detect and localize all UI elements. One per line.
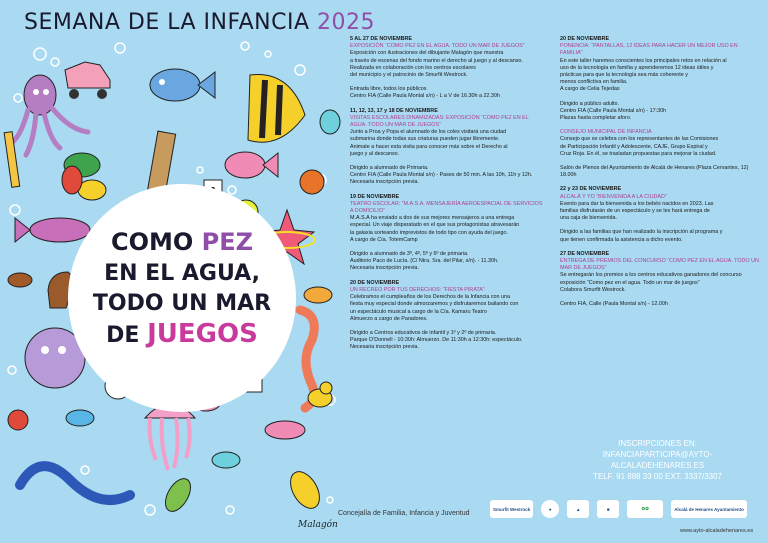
event-line: Auditorio Paco de Lucía. (C/ Ntra. Sra. del Pilar, s/n). - 11.30h. <box>350 258 499 265</box>
event-heading: ALCALÁ Y YO “BIENVENIDA A LA CIUDAD” <box>560 193 667 200</box>
event-line: un espectáculo musical a cargo de la Cía. Kamaru Teatro <box>350 308 487 315</box>
logo-4: ■ <box>597 500 619 518</box>
slogan-line-1: COMO PEZ <box>110 228 254 256</box>
event-line: Se entregarán los premios a los centros educativos ganadores del concurso <box>560 272 742 279</box>
event-line: Celebramos el cumpleaños de los Derechos de la Infancia con una <box>350 294 511 301</box>
schedule-left-column <box>350 36 545 359</box>
event-line: Colabora Smurfit Westrock. <box>560 286 626 293</box>
event-line: Animate a hacer esta visita para conocer más sobre el Derecho al <box>350 143 508 150</box>
slogan-line-2: EN EL AGUA, <box>104 261 260 286</box>
smurfit-logo: Smurfit Westrock <box>490 500 533 518</box>
roller-skate-icon <box>65 62 110 99</box>
event-line: exposición “Como pez en el agua. Todo un mar de juegos” <box>560 279 700 286</box>
event-line: Centro FIA, Calle (Paula Montal s/n) - 12.00h <box>560 301 668 308</box>
green-fish-icon <box>160 467 325 516</box>
event-line: Necesaria inscripción previa. <box>350 344 419 351</box>
event-line: Realizada en colaboración con los centros escolares <box>350 64 476 71</box>
event-line: Salón de Plenos del Ayuntamiento de Alcalá de Henares (Plaza Cervantes, 12) <box>560 165 749 172</box>
event-line: a través de escenas del fondo marino el derecho al juego y al descanso. <box>350 57 523 64</box>
event-line: Junto a Proa y Popa el alumnado de los coles visitará una ciudad <box>350 129 507 136</box>
event-heading: EXPOSICIÓN “COMO PEZ EN EL AGUA. TODO UN MAR DE JUEGOS” <box>350 43 525 50</box>
angelfish-icon <box>248 75 305 143</box>
event-line: Exposición con ilustraciones del dibujante Malagón que muestra <box>350 50 504 57</box>
event-line: Centro FIA (Calle Paula Montal s/n) - Pases de 50 min. A las 10h, 11h y 12h. <box>350 172 533 179</box>
event-line: Dirigido a Centros educativos de infantil y 1º y 2º de primaria. <box>350 329 497 336</box>
inscriptions-title: INSCRIPCIONES EN: <box>618 439 697 448</box>
event-section <box>560 186 760 243</box>
event-line: Necesaria inscripción previa. <box>350 265 419 272</box>
event-date: 27 DE NOVIEMBRE <box>560 250 610 257</box>
event-section <box>350 36 545 101</box>
event-heading: ENTREGA DE PREMIOS DEL CONCURSO “COMO PEZ EN EL AGUA. TODO UN MAR DE JUEGOS” <box>560 258 759 272</box>
event-heading: UN RECREO POR TUS DERECHOS: “FIESTA PIRATA” <box>350 286 485 293</box>
sea-illustration <box>0 40 345 543</box>
event-section <box>350 280 545 352</box>
event-section <box>560 129 760 179</box>
event-line: prácticas para que la tecnología sea más coherente y <box>560 72 688 79</box>
event-line: A cargo de Cía. TotemCamp <box>350 236 418 243</box>
beach-ball-icon <box>8 410 28 430</box>
event-line: Consejo que se celebra con los representantes de las Comisiones <box>560 136 719 143</box>
event-heading: PONENCIA: “PANTALLAS, 12 IDEAS PARA HACER UN MEJOR USO EN FAMILIA” <box>560 43 738 57</box>
signature: Malagón <box>298 520 338 530</box>
event-line: submarina donde todas sus criaturas pueden jugar libremente. <box>350 136 500 143</box>
sponsor-logos <box>490 496 760 522</box>
event-line: Cruz Roja. En él, se trasladan propuestas para mejorar la ciudad. <box>560 150 717 157</box>
pink-fish-icon <box>225 152 278 178</box>
slogan-line-3: TODO UN MAR <box>92 291 272 316</box>
jellyfish-icon <box>145 404 195 470</box>
event-section <box>350 108 545 187</box>
event-date: 19 DE NOVIEMBRE <box>350 193 400 200</box>
logo-5: ✿✿ <box>627 500 663 518</box>
event-line: de Participación Infantil y Adolescente, CAJE, Grupo Espiral y <box>560 143 708 150</box>
slogan-line-4: DE JUEGOS <box>106 319 258 349</box>
event-line: Parque O’Donnell - 10:30h: Almuerzo. De 11:30h a 12:30h: espectáculo. <box>350 337 523 344</box>
green-button-icon <box>62 153 106 200</box>
event-date: 5 AL 27 DE NOVIEMBRE <box>350 36 413 42</box>
event-line: familias disfrutarán de un espectáculo y se les hará entrega de <box>560 208 710 215</box>
ayuntamiento-logo: Alcalá de Henares Ayuntamiento <box>671 500 747 518</box>
event-line: Plazas hasta completar aforo. <box>560 115 632 122</box>
department-text: Concejalía de Familia, Infancia y Juventud <box>338 510 470 517</box>
event-line: Dirigido a las familias que han realizado la inscripción al programa y <box>560 229 723 236</box>
title-text: SEMANA DE LA INFANCIA <box>24 10 310 35</box>
schedule-right-column <box>560 36 760 315</box>
event-line: Dirigido a público adulto. <box>560 100 620 107</box>
event-section <box>350 194 545 273</box>
website-url[interactable]: www.ayto-alcaladehenares.es <box>680 528 754 534</box>
event-line: la galaxia sorteando imprevistos de todo tipo con ayuda del juego. <box>350 229 508 236</box>
event-line: una caja de bienvenida. <box>560 215 617 222</box>
page-title <box>24 10 375 35</box>
event-line: M.A.S.A ha enviado a dos de sus mejores mensajeros a una entrega <box>350 215 515 222</box>
blue-fish-icon <box>150 69 215 101</box>
event-heading: TEATRO ESCOLAR: “M.A.S.A. MENSAJERÍA AEROESPACIAL DE SERVICIOS A DOMICILIO” <box>350 200 543 215</box>
event-line: 18.00h <box>560 172 577 179</box>
event-line: juego y al descanso. <box>350 150 400 157</box>
eel-icon <box>20 466 130 500</box>
event-date: 11, 12, 13, 17 y 18 DE NOVIEMBRE <box>350 107 438 114</box>
inscriptions-phone: TELF. 91 888 33 00 EXT. 3337/3307 <box>593 472 722 481</box>
rugby-ball-icon <box>8 273 32 287</box>
event-heading: CONSEJO MUNICIPAL DE INFANCIA <box>560 129 652 136</box>
event-date: 20 DE NOVIEMBRE <box>350 279 400 286</box>
event-line: que tienen confirmada la asistencia a dicho evento. <box>560 236 683 243</box>
event-section <box>560 251 760 308</box>
event-line: menos conflictiva en familia. <box>560 79 628 86</box>
event-line: Dirigido a alumnado de Primaria. <box>350 165 429 172</box>
event-line: Almuerzo a cargo de Paradores. <box>350 315 428 322</box>
orange-fish-icon <box>304 287 332 303</box>
event-line: Entrada libre, todos los públicos <box>350 86 427 93</box>
inscriptions-email[interactable]: INFANCIAPARTICIPA@AYTO-ALCALADEHENARES.ES <box>602 450 713 470</box>
event-line: Necesaria inscripción previa. <box>350 179 419 186</box>
event-line: Evento para dar la bienvenida a los bebés nacidos en 2023. Las <box>560 200 714 207</box>
event-line: En este taller haremos conscientes los principales retos en relación al <box>560 57 727 64</box>
event-line: uso de la tecnología en familia y aprenderemos 12 ideas útiles y <box>560 64 714 71</box>
event-line: A cargo de Celia Tejedas <box>560 86 620 93</box>
basketball-icon <box>300 170 324 194</box>
event-line: Centro FIA (Calle Paula Montal s/n) - L a V de 16.30h a 22.30h <box>350 93 500 100</box>
logo-3: ▲ <box>567 500 589 518</box>
event-line: especial. Un viaje disparatado en el que sus protagonistas atravesarán <box>350 222 520 229</box>
inscriptions-box <box>560 438 755 482</box>
creature-icon <box>320 110 340 134</box>
event-date: 22 y 23 DE NOVIEMBRE <box>560 186 622 193</box>
event-date: 20 DE NOVIEMBRE <box>560 36 610 42</box>
logo-2: ● <box>541 500 559 518</box>
event-line: fiesta muy especial donde almorzaremos y disfrutaremos bailando con <box>350 301 519 308</box>
event-section <box>560 36 760 122</box>
event-line: Centro FIA (Calle Paula Montal s/n) - 17:30h <box>560 107 667 114</box>
event-line: Dirigido a alumnado de 3º, 4º, 5º y 6º de primaria. <box>350 251 469 258</box>
event-line: del municipio y el patrocinio de Smurfit Westrock. <box>350 72 468 79</box>
title-year: 2025 <box>317 10 376 35</box>
event-heading: VISITAS ESCOLARES DINAMIZADAS: EXPOSICIÓN “COMO PEZ EN EL AGUA. TODO UN MAR DE JUEGOS” <box>350 114 529 129</box>
